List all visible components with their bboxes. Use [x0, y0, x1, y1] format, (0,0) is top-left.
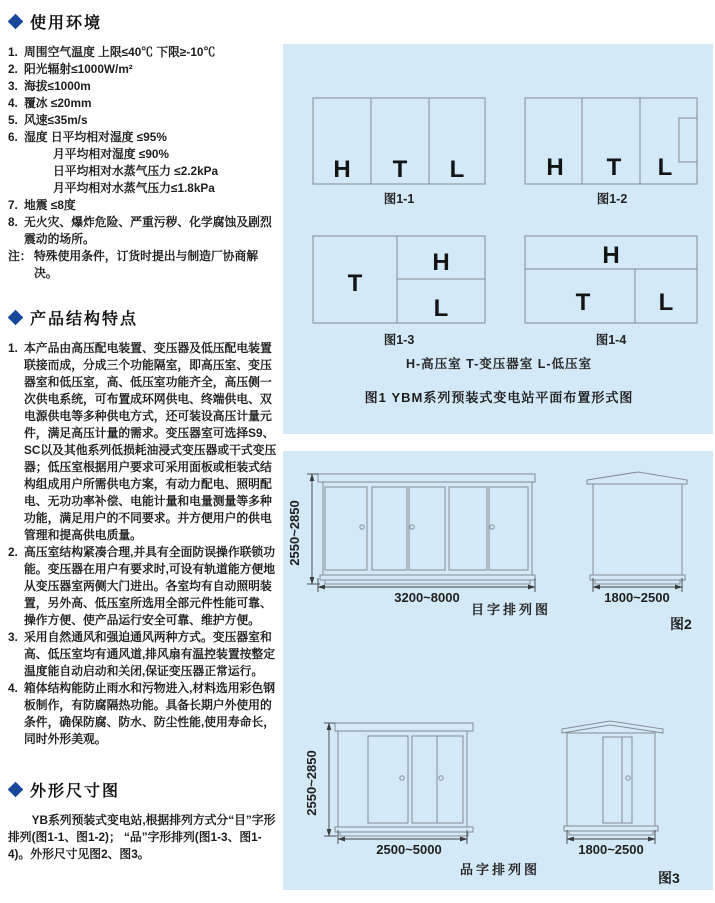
item-number: 2.	[8, 62, 18, 76]
cabinet-body	[593, 484, 682, 575]
base-plinth	[335, 827, 473, 832]
depth-dimension: 1800~2500	[578, 842, 644, 857]
door-handle-icon	[400, 776, 404, 780]
pin-front-view	[335, 723, 473, 836]
cabinet-body	[323, 482, 532, 575]
item-text: 海拔≤1000m	[24, 79, 91, 93]
room-letter-l: L	[449, 156, 465, 183]
roof	[318, 474, 535, 482]
fig2-side-view	[587, 472, 692, 632]
room-letter-t: T	[392, 156, 408, 183]
diagram-1-3	[313, 236, 485, 347]
room-letter-h: H	[333, 156, 351, 183]
item-number: 3.	[8, 630, 18, 644]
env-item-7	[8, 197, 280, 214]
feature-item-4	[8, 680, 280, 748]
mu-front-view	[318, 474, 535, 584]
cabinet-body	[567, 733, 655, 826]
env-item-6	[8, 129, 280, 197]
door	[409, 487, 445, 570]
width-dimension: 3200~8000	[394, 590, 460, 605]
item-text: 覆冰 ≤20mm	[24, 96, 92, 110]
item-text: 风速≤35m/s	[24, 113, 88, 127]
fig3-side-view	[562, 721, 680, 886]
item-number: 1.	[8, 341, 18, 355]
environment-list	[8, 44, 280, 282]
mu-front-dimensions	[287, 474, 551, 617]
mu-arrangement-label: 目字排列图	[470, 602, 552, 617]
section-title: 使用环境	[30, 15, 103, 32]
roof	[335, 723, 473, 731]
door-handle-icon	[439, 776, 443, 780]
humidity-line-4: 月平均相对水蒸气压力≤1.8kPa	[53, 181, 215, 195]
note-label: 注：	[8, 249, 32, 263]
base-strip	[325, 580, 530, 584]
door	[372, 487, 407, 570]
door-handle-icon	[360, 525, 364, 529]
base-strip	[569, 831, 653, 835]
item-number: 4.	[8, 681, 18, 695]
base-strip	[340, 832, 468, 836]
figure23-panel	[283, 451, 713, 890]
section-header-outline	[10, 778, 280, 801]
item-number: 4.	[8, 96, 18, 110]
item-text: 阳光辐射≤1000W/m²	[24, 62, 133, 76]
door	[489, 487, 528, 570]
env-item-1	[8, 44, 280, 61]
room-letter-t: T	[606, 154, 622, 181]
env-item-4	[8, 95, 280, 112]
section-title: 外形尺寸图	[30, 783, 121, 800]
humidity-line-2: 月平均相对湿度 ≤90%	[53, 147, 169, 161]
diamond-bullet-icon	[8, 14, 24, 30]
side-compartment	[679, 118, 697, 162]
features-list	[8, 340, 280, 748]
item-text: 地震 ≤8度	[24, 198, 76, 212]
room-letter-l: L	[433, 295, 449, 322]
section-header-features	[10, 306, 280, 329]
width-dimension: 2500~5000	[376, 842, 442, 857]
note-text: 特殊使用条件，订货时提出与制造厂协商解决。	[34, 249, 259, 280]
env-item-2	[8, 61, 280, 78]
item-number: 5.	[8, 113, 18, 127]
diagram-caption: 图1-2	[596, 192, 628, 206]
item-text: 高压室结构紧凑合理,并具有全面防误操作联锁功能。变压器在用户有要求时,可设有轨道能方便地从变压器室两侧大门进出。各室均有自动照明装置，另外高、低压室所选用全部元件性能可靠、操作方便、使产品运行安全可靠、维护方便。	[24, 545, 276, 627]
figure3-label: 图3	[658, 870, 680, 886]
diagram-caption: 图1-4	[595, 333, 627, 347]
diagram-caption: 图1-3	[383, 333, 415, 347]
base-strip	[595, 580, 680, 584]
item-text: 箱体结构能防止雨水和污物进入,材料选用彩色钢板制作，有防腐隔热功能。具备长期户外使用的条件，确保防腐、防水、防尘性能,使用寿命长，同时外形美观。	[24, 681, 276, 746]
diagram-1-2	[525, 98, 697, 206]
left-text-column	[8, 6, 280, 863]
diamond-bullet-icon	[8, 782, 24, 798]
figure1-panel	[283, 44, 713, 434]
feature-item-3	[8, 629, 280, 680]
door-handle-icon	[626, 776, 630, 780]
env-item-5	[8, 112, 280, 129]
door-handle-icon	[410, 525, 414, 529]
depth-dimension: 1800~2500	[604, 590, 670, 605]
item-number: 7.	[8, 198, 18, 212]
item-text	[24, 129, 280, 197]
pin-arrangement-label: 品字排列图	[459, 862, 541, 877]
height-dimension: 2550~2850	[304, 750, 319, 816]
room-letter-l: L	[657, 154, 673, 181]
item-text: 周围空气温度 上限≤40℃ 下限≥-10℃	[24, 45, 216, 59]
room-letter-t: T	[575, 289, 591, 316]
diagram-1-1	[313, 98, 485, 206]
room-letter-h: H	[432, 249, 450, 276]
base-plinth	[320, 575, 535, 580]
figure1-legend: H-高压室 T-变压器室 L-低压室	[405, 357, 593, 371]
item-number: 2.	[8, 545, 18, 559]
figure1-drawing	[283, 44, 713, 434]
door-handle-icon	[490, 525, 494, 529]
diagram-caption: 图1-1	[383, 192, 415, 206]
room-letter-h: H	[546, 154, 564, 181]
env-item-8	[8, 214, 280, 248]
section-header-environment	[10, 10, 280, 33]
base-plinth	[564, 826, 658, 831]
item-number: 3.	[8, 79, 18, 93]
feature-item-1	[8, 340, 280, 544]
item-text: 无火灾、爆炸危险、严重污秽、化学腐蚀及剧烈震动的场所。	[24, 215, 272, 246]
humidity-line-3: 日平均相对水蒸气压力 ≤2.2kPa	[53, 164, 219, 178]
section-title: 产品结构特点	[30, 311, 139, 328]
item-number: 1.	[8, 45, 18, 59]
figure2-label: 图2	[670, 616, 692, 632]
diamond-bullet-icon	[8, 310, 24, 326]
peaked-roof	[562, 721, 663, 733]
figure23-drawing	[283, 451, 713, 890]
item-text: 采用自然通风和强迫通风两种方式。变压器室和高、低压室均有通风道,排风扇有温控装置按整定温度能自动启动和关闭,保证变压器正常运行。	[24, 630, 276, 678]
door	[368, 736, 408, 823]
env-item-3	[8, 78, 280, 95]
peaked-roof	[587, 472, 687, 484]
room-letter-t: T	[347, 270, 363, 297]
diagram-1-4	[525, 236, 697, 347]
cabinet-body	[338, 731, 467, 827]
base-plinth	[590, 575, 685, 580]
room-letter-h: H	[602, 242, 620, 269]
env-note	[8, 248, 280, 282]
item-number: 8.	[8, 215, 18, 229]
room-letter-l: L	[658, 289, 674, 316]
pin-front-dimensions	[304, 723, 540, 877]
item-text: 本产品由高压配电装置、变压器及低压配电装置联接而成，分成三个功能隔室，即高压室、变压器室和低压室，高、低压室功能齐全，高压侧一次供电系统，可布置成环网供电、终端供电、双电源供电等多种供电方式，还可装设高压计量元件，满足高压计量的需求。变压器室可选择S9、SC以及其他系列低损耗油浸式变压器或干式变压器；低压室根据用户要求可采用面板或柜装式结构组成用户所需供电方案，有动力配电、照明配电、无功功率补偿、电能计量和电量测量等多种功能，满足用户的不同要求。并方便用户的供电管理和提高供电质量。	[24, 341, 277, 542]
feature-item-2	[8, 544, 280, 629]
figure1-title: 图1 YBM系列预装式变电站平面布置形式图	[364, 390, 634, 405]
item-number: 6.	[8, 130, 18, 144]
height-dimension: 2550~2850	[287, 500, 302, 566]
outline-paragraph: YB系列预装式变电站,根据排列方式分“目”字形排列(图1-1、图1-2)； “品”字形排列(图1-3、图1-4)。外形尺寸见图2、图3。	[8, 813, 276, 861]
door	[449, 487, 487, 570]
humidity-line-1: 湿度 日平均相对湿度 ≤95%	[24, 130, 167, 144]
